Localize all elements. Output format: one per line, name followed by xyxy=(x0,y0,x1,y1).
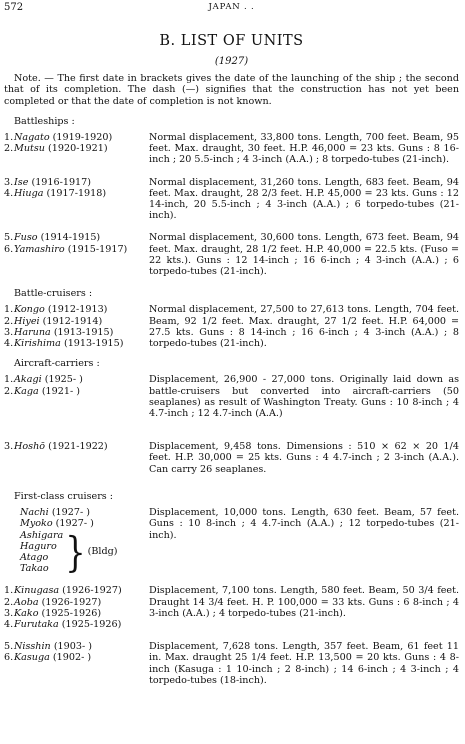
ship-name: Atago xyxy=(20,551,49,563)
entry-ise-hiuga xyxy=(4,177,459,222)
ship-dates: (1925-1926) xyxy=(41,607,102,619)
ship-description: Displacement, 9,458 tons. Dimensions : 510 × 62 × 20 1/4 feet. H.P. 30,000 = 25 kts. Guns : 4 4.7-inch ; 2 3-inch (A.A.). Can carry 26 seaplanes. xyxy=(149,441,459,475)
section-title: B. LIST OF UNITS xyxy=(159,33,304,49)
ship-name: Kako xyxy=(14,607,39,619)
entry-nachi-class xyxy=(4,507,459,577)
ship-line xyxy=(4,597,147,608)
ship-dates: (1920-1921) xyxy=(48,143,108,155)
ship-name: Ashigara xyxy=(20,529,64,541)
ship-description: Displacement, 7,628 tons. Length, 357 feet. Beam, 61 feet 11 in. Max. draught 25 1/4 feet. H.P. 13,500 = 20 kts. Guns : 4 8-inch (Kasuga : 1 10-inch ; 2 8-inch) ; 14 6-inch ; 4 3-inch ; 4 torpedo-tubes (18-inch). xyxy=(149,641,459,686)
ship-line xyxy=(4,327,147,338)
ship-number: 6. xyxy=(4,652,14,664)
ship-list xyxy=(4,585,147,630)
ship-name: Ise xyxy=(14,176,29,188)
ship-name: Nagato xyxy=(14,132,50,144)
page-header xyxy=(4,2,459,16)
ship-dates: (1917-1918) xyxy=(46,187,107,199)
ship-dates: (1902- ) xyxy=(52,652,92,664)
entry-nisshin-kasuga xyxy=(4,641,459,686)
ship-name: Kaga xyxy=(14,385,39,397)
ship-list xyxy=(4,507,147,577)
ship-name: Aoba xyxy=(14,596,39,608)
ship-dates: (1927- ) xyxy=(55,518,94,530)
ship-number: 2. xyxy=(4,596,14,608)
ship-name: Hoshō xyxy=(14,441,46,453)
ship-name: Nisshin xyxy=(14,641,51,653)
ship-line xyxy=(4,143,147,154)
building-label: (Bldg) xyxy=(87,546,118,558)
ship-dates: (1914-1915) xyxy=(40,232,101,244)
ship-dates: (1912-1913) xyxy=(47,304,108,316)
ship-name: Haguro xyxy=(20,540,57,552)
ship-dates: (1926-1927) xyxy=(41,596,102,608)
ship-dates: (1919-1920) xyxy=(52,132,113,144)
brace-icon: } xyxy=(65,527,86,577)
ship-list xyxy=(4,304,147,349)
ship-description: Displacement, 26,900 - 27,000 tons. Originally laid down as battle-cruisers but converted into aircraft-carriers (50 seaplanes) as result of Washington Treaty. Guns : 10 8-inch ; 4 4.7-inch ; 12 4.7-inch (A.A.) xyxy=(149,374,459,420)
ship-list xyxy=(4,641,147,686)
ship-name: Myoko xyxy=(20,518,53,530)
ship-line xyxy=(4,608,147,619)
entry-kongo-class xyxy=(4,304,459,349)
ship-number: 1. xyxy=(4,585,14,597)
entry-kinugasa-class xyxy=(4,585,459,630)
ship-number: 1. xyxy=(4,374,14,386)
ship-number: 4. xyxy=(4,338,14,350)
ship-dates: (1925- ) xyxy=(44,374,83,386)
ship-dates: (1921-1922) xyxy=(48,441,108,453)
section-heading-battle-cruisers: Battle-cruisers : xyxy=(14,288,93,300)
ship-dates: (1913-1915) xyxy=(53,326,114,338)
section-heading-aircraft-carriers: Aircraft-carriers : xyxy=(14,358,100,370)
ship-number: 4. xyxy=(4,618,14,630)
ship-description: Displacement, 7,100 tons. Length, 580 feet. Beam, 50 3/4 feet. Draught 14 3/4 feet. H. P. 100,000 = 33 kts. Guns : 6 8-inch ; 4 3-inch (A.A.) ; 4 torpedo-tubes (21-inch). xyxy=(149,585,459,619)
ship-line xyxy=(4,585,147,596)
ship-list xyxy=(4,232,147,277)
ship-line xyxy=(4,132,147,143)
year-subtitle: (1927) xyxy=(214,56,249,67)
entry-fuso-yamashiro xyxy=(4,232,459,277)
ship-line xyxy=(4,177,147,188)
ship-line xyxy=(4,316,147,327)
ship-dates: (1915-1917) xyxy=(67,243,128,255)
ship-number: 3. xyxy=(4,607,14,619)
ship-name: Nachi xyxy=(20,507,49,519)
ship-dates: (1926-1927) xyxy=(62,585,122,597)
ship-description: Normal displacement, 30,600 tons. Length, 673 feet. Beam, 94 feet. Max. draught, 28 1/2 feet. H.P. 40,000 = 22.5 kts. (Fuso = 22 kts.). Guns : 12 14-inch ; 16 6-inch ; 4 3-inch (A.A.) ; 6 torpedo-tubes (21-inch). xyxy=(149,232,459,278)
ship-dates: (1916-1917) xyxy=(31,176,92,188)
ship-dates: (1927- ) xyxy=(51,507,91,519)
ship-group-names xyxy=(20,530,63,575)
ship-number: 2. xyxy=(4,385,14,397)
ship-number: 1. xyxy=(4,132,14,144)
ship-number: 3. xyxy=(4,176,14,188)
ship-name: Hiyei xyxy=(14,315,40,327)
ship-description: Normal displacement, 31,260 tons. Length, 683 feet. Beam, 94 feet. Max. draught, 28 2/3 feet. H.P. 45,000 = 23 kts. Guns : 12 14-inch, 20 5.5-inch ; 4 3-inch (A.A.) ; 6 torpedo-tubes (21-inch). xyxy=(149,176,459,222)
ship-line xyxy=(4,652,147,663)
ship-line xyxy=(4,188,147,199)
ship-list xyxy=(4,132,147,166)
ship-name: Kinugasa xyxy=(14,585,60,597)
ship-dates: (1913-1915) xyxy=(63,338,124,350)
ship-description: Normal displacement, 27,500 to 27,613 tons. Length, 704 feet. Beam, 92 1/2 feet. Max. draught, 27 1/2 feet. H.P. 64,000 = 27.5 kts. Guns : 8 14-inch ; 16 6-inch ; 4 3-inch (A.A.) ; 8 torpedo-tubes (21-inch). xyxy=(149,304,459,350)
ship-description: Normal displacement, 33,800 tons. Length, 700 feet. Beam, 95 feet. Max. draught, 30 feet. H.P. 46,000 = 23 kts. Guns : 8 16-inch ; 20 5.5-inch ; 4 3-inch (A.A.) ; 8 torpedo-tubes (21-inch). xyxy=(149,132,459,166)
entry-akagi-kaga xyxy=(4,374,459,419)
page-number: 572 xyxy=(4,2,24,13)
ship-dates: (1903- ) xyxy=(53,641,93,653)
ship-dates: (1921- ) xyxy=(41,385,81,397)
running-title: JAPAN . . xyxy=(208,2,255,12)
note-paragraph: Note. — The first date in brackets gives the date of the launching of the ship ; the second that of its completion. The dash (—) signifies that the construction has not yet been completed or that the date of completion is not known. xyxy=(4,73,459,107)
ship-number: 2. xyxy=(4,143,14,155)
document-page xyxy=(0,2,465,744)
ship-number: 3. xyxy=(4,441,14,453)
ship-line xyxy=(4,386,147,397)
section-heading-battleships: Battleships : xyxy=(14,115,75,127)
ship-line xyxy=(4,507,147,518)
ship-name: Mutsu xyxy=(14,143,45,155)
ship-name: Haruna xyxy=(14,326,51,338)
ship-name: Kongo xyxy=(14,304,45,316)
section-heading-first-class-cruisers: First-class cruisers : xyxy=(14,490,113,502)
entry-hosho xyxy=(4,441,459,475)
ship-dates: (1925-1926) xyxy=(61,618,122,630)
ship-number: 1. xyxy=(4,304,14,316)
ship-list xyxy=(4,374,147,419)
ship-line xyxy=(4,338,147,349)
ship-line xyxy=(4,619,147,630)
ship-list xyxy=(4,441,147,475)
ship-number: 4. xyxy=(4,187,14,199)
ship-number: 2. xyxy=(4,315,14,327)
entry-nagato-mutsu xyxy=(4,132,459,166)
ship-line xyxy=(4,232,147,243)
ship-line xyxy=(4,244,147,255)
ship-number: 3. xyxy=(4,326,14,338)
ship-line xyxy=(4,441,147,452)
building-group xyxy=(4,527,147,577)
ship-name: Fuso xyxy=(14,232,38,244)
ship-name: Yamashiro xyxy=(14,243,65,255)
ship-dates: (1912-1914) xyxy=(42,315,103,327)
ship-number: 5. xyxy=(4,232,14,244)
ship-description: Displacement, 10,000 tons. Length, 630 feet. Beam, 57 feet. Guns : 10 8-inch ; 4 4.7-inch (A.A.) ; 12 torpedo-tubes (21-inch). xyxy=(149,507,459,541)
ship-line xyxy=(4,374,147,385)
ship-name: Akagi xyxy=(14,374,42,386)
ship-number: 6. xyxy=(4,243,14,255)
ship-name: Furutaka xyxy=(14,618,59,630)
ship-name: Takao xyxy=(20,563,49,575)
ship-line xyxy=(4,304,147,315)
ship-name: Kirishima xyxy=(14,338,61,350)
ship-name: Kasuga xyxy=(14,652,50,664)
ship-line xyxy=(4,641,147,652)
ship-name: Hiuga xyxy=(14,187,44,199)
ship-list xyxy=(4,177,147,222)
ship-number: 5. xyxy=(4,641,14,653)
